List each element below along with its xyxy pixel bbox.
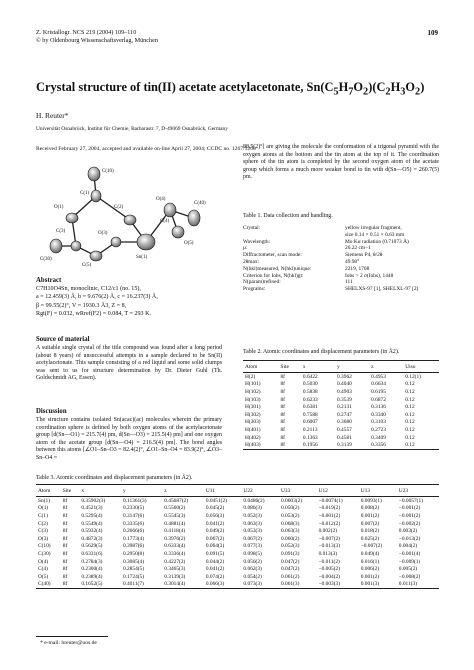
table2-cell: 0.3340 — [371, 411, 386, 418]
table3-row — [36, 520, 439, 528]
table3-cell: 0.003(2) — [398, 528, 418, 535]
table3-cell: 0.002(2) — [318, 528, 337, 535]
table1-value: 26.22 cm−1 — [345, 245, 371, 252]
table3-cell: −0.002(2) — [398, 520, 421, 527]
table3-header: Atom — [36, 485, 61, 497]
table3-cell: −0.009(1) — [398, 558, 421, 565]
table3-cell: 0.045(2) — [205, 505, 225, 512]
table3-cell: 0.053(2) — [281, 512, 300, 519]
table3-cell: −0.012(2) — [318, 520, 341, 527]
table3-cell: 0.060(2) — [281, 535, 300, 542]
table2-cell: 0.6007 — [302, 419, 318, 426]
table3-cell: −0.008(2) — [398, 573, 421, 580]
table3-cell: 0.3139(3) — [164, 573, 186, 580]
table3-cell: 0.073(3) — [241, 581, 279, 589]
atom-label: C(5) — [82, 263, 92, 268]
table3-cell: −0.011(2) — [318, 558, 340, 565]
discussion-continuation: 88.5(2)°] are giving the molecule the conformation of a trigonal pyramid with the oxygen atoms at the bottom and the tin atom at the top of it. The coordination sphere of the tin atom is completed by the second oxygen atom of the acetate group which forms a much more weaker bond to tin with d(Sn—O5) = 260.7(5) pm. — [243, 144, 439, 181]
table3-cell: 0.052(3) — [281, 543, 300, 550]
table3-cell: 0.052(3) — [243, 512, 262, 519]
atom-label: Sn(1) — [136, 255, 148, 260]
table3-cell: 8f — [62, 535, 68, 542]
table3-cell: C(40) — [36, 581, 61, 589]
table3-header: U11 — [204, 485, 242, 497]
table2-row — [243, 403, 439, 411]
atom-label: C(30) — [40, 257, 52, 262]
table1-label: 2θmax: — [243, 259, 260, 265]
table2-cell: H(101) — [245, 381, 261, 388]
table2-cell: 0.12 — [405, 426, 415, 433]
table3-cell: 0.2666(6) — [122, 528, 145, 535]
table3-cell: 0.061(3) — [279, 581, 317, 589]
table3-cell: 0.053(3) — [243, 528, 262, 535]
table2-row — [243, 426, 439, 434]
ortep-drawing — [36, 160, 216, 272]
table3-cell: 0.056(2) — [243, 558, 262, 565]
table2-cell: 0.6195 — [371, 388, 386, 395]
table3-row — [36, 565, 439, 573]
table3-cell: 0.067(2) — [205, 535, 225, 542]
table3-cell: −0.007(2) — [318, 535, 341, 542]
article-title — [36, 80, 446, 99]
table1-label: Criterion for Iobs, N(hkl)gt: — [243, 272, 304, 279]
table2-cell: 0.3139 — [335, 441, 369, 449]
table3-cell: 0.5560(2) — [164, 505, 186, 512]
table3-cell: 8f — [62, 505, 68, 512]
table1-label: Diffractometer, scan mode: — [243, 252, 302, 259]
table2-cell: 8f — [280, 373, 285, 380]
table2-row — [243, 434, 439, 442]
source-text: A suitable single crystal of the title compound was found after a long period (about 8 years) of unsuccessful attempts in a sample declared to be Sn(II) acetylacetonate. This sample consisting of a red liquid and some solid clumps was sent to us for structure determination by Dr. Dieter Guhl (Th. Goldschmidt AG, Essen). — [36, 345, 222, 382]
table2-cell: H(401) — [245, 426, 261, 433]
table1-value: Siemens P4, θ/2θ — [345, 252, 383, 259]
table3-cell: 0.047(2) — [281, 566, 300, 573]
table3-cell: 0.050(2) — [281, 505, 300, 512]
atom-label: O(3) — [98, 231, 108, 236]
table2-cell: 0.4581 — [337, 434, 352, 441]
table3-cell: 0.4872(3) — [81, 535, 103, 542]
table2-cell: 0.4557 — [337, 426, 352, 433]
table1-label: Programs: — [243, 286, 266, 293]
table2-cell: 0.1956 — [301, 441, 335, 449]
table2-cell: H(301) — [245, 404, 261, 411]
table2-cell: 0.12 — [405, 388, 415, 395]
copyright-line: © by Oldenbourg Wissenschaftsverlag, München — [36, 37, 158, 45]
table3-cell: 0.35902(3) — [81, 497, 106, 504]
table1-label: Crystal: — [243, 225, 261, 231]
table3-cell: −0.003(3) — [317, 581, 359, 589]
table2-cell: 0.1363 — [302, 434, 318, 441]
table3-cell: −0.005(2) — [318, 566, 341, 573]
table2-row — [243, 373, 439, 381]
footnote-rule — [36, 636, 108, 637]
table3-cell: 0.5932(4) — [81, 528, 103, 535]
table3-cell: 0.063(3) — [281, 528, 300, 535]
page-number: 109 — [427, 29, 438, 37]
table3-cell: 0.061(2) — [281, 573, 300, 580]
table3-cell: 0.001(3) — [359, 581, 397, 589]
table3-cell: 8f — [62, 566, 68, 573]
table2-cell: 0.3356 — [369, 441, 403, 449]
table3-cell: 0.077(3) — [243, 543, 262, 550]
abstract-line: a = 12.459(3) Å, b = 9.676(2) Å, c = 16.237(3) Å, — [36, 294, 158, 301]
table3-header: U33 — [279, 485, 317, 497]
table2-cell: 0.12 — [405, 381, 415, 388]
table3-cell: 8f — [62, 573, 68, 580]
table3-cell: 0.1652(5) — [79, 581, 121, 589]
table1-label: N(param)refined: — [243, 279, 281, 286]
atom-label: C(1) — [80, 191, 90, 196]
table3-cell: O(4) — [38, 558, 49, 565]
table3-cell: 0.2300(4) — [81, 566, 103, 573]
table3-cell: 0.3465(3) — [164, 566, 186, 573]
table3-cell: 0.4227(2) — [164, 558, 186, 565]
table3-cell: 0.006(2) — [360, 566, 380, 573]
table3-cell: 0.054(2) — [243, 573, 262, 580]
table3-cell: 8f — [62, 558, 68, 565]
table3-cell: 0.3335(6) — [122, 520, 145, 527]
table3-cell: 0.049(4) — [360, 550, 380, 557]
table1-value: 2219, 1708 — [345, 265, 370, 272]
table3-cell: 0.041(2) — [205, 520, 225, 527]
table3-row — [36, 527, 439, 535]
table1-value: 111 — [345, 279, 353, 286]
table1-caption: Table 1. Data collection and handling. — [243, 213, 333, 219]
table3-cell: 0.074(2) — [205, 573, 225, 580]
table3-cell: O(5) — [38, 573, 49, 580]
table3-cell: 0.007(2) — [360, 520, 380, 527]
table3-cell: 0.2854(5) — [122, 566, 145, 573]
atom-label: O(5) — [184, 241, 194, 246]
table3-cell: 0.4011(7) — [121, 581, 162, 589]
table2-cell: 0.12 — [403, 441, 439, 449]
table3-cell: 0.45687(2) — [164, 497, 189, 504]
table2-cell: 0.3136 — [371, 404, 386, 411]
table3-row — [36, 497, 439, 505]
table3-cell: −0.001(4) — [398, 550, 421, 557]
table3-cell: 0.008(2) — [360, 505, 380, 512]
table2-row — [243, 411, 439, 419]
table3-cell: 0.047(2) — [281, 558, 300, 565]
table3-cell: 0.0603(2) — [281, 497, 303, 504]
table3-cell: 0.067(2) — [243, 535, 262, 542]
table3-cell: C(10) — [38, 543, 51, 550]
table2-cell: 8f — [280, 396, 285, 403]
table3-header: U22 — [241, 485, 279, 497]
table3-cell: 0.011(3) — [397, 581, 439, 589]
table2-cell: 0.12 — [405, 434, 415, 441]
table3-cell: 0.049(2) — [205, 528, 225, 535]
abstract-block — [36, 277, 221, 318]
table3-cell: 0.063(3) — [243, 520, 262, 527]
table2-cell: 0.3103 — [371, 419, 386, 426]
table2-cell: H(402) — [245, 434, 261, 441]
table3-cell: 0.3336(4) — [164, 550, 186, 557]
table3-cell: 0.041(2) — [205, 566, 225, 573]
table3-cell: 0.001(2) — [360, 573, 380, 580]
table2-cell: 0.6381 — [302, 404, 318, 411]
table2-row — [243, 396, 439, 404]
abstract-line: C7H10O4Sn, monoclinic, C12/c1 (no. 15), — [36, 286, 141, 293]
table3-cell: 0.11361(3) — [122, 497, 147, 504]
table3-cell: 8f — [62, 512, 68, 519]
table2-cell: H(102) — [245, 388, 261, 395]
atom-label: C(10) — [102, 169, 114, 174]
table3-cell: C(4) — [38, 566, 48, 573]
table2-cell: 0.6233 — [302, 396, 318, 403]
table3-cell: 0.064(3) — [205, 543, 225, 550]
table1-value: yellow irregular fragment, — [345, 225, 402, 231]
table3-header: y — [121, 485, 162, 497]
table3-cell: 0.2389(4) — [81, 573, 103, 580]
table3-cell: 0.4521(3) — [81, 505, 103, 512]
table2-cell: 0.12 — [405, 396, 415, 403]
table3-cell: 0.004(2) — [398, 543, 418, 550]
table3-cell: 0.1724(5) — [122, 573, 145, 580]
table3-header: U12 — [317, 485, 359, 497]
abstract-heading: Abstract — [36, 277, 62, 284]
table3-cell: 0.018(2) — [360, 528, 380, 535]
table2-cell: H(302) — [245, 411, 261, 418]
table2-cell: 0.12 — [405, 411, 415, 418]
affiliation: Universität Osnabrück, Institut für Chemie, Barbarastr. 7, D-49069 Osnabrück, Germany — [36, 126, 228, 132]
table3-cell: −0.001(2) — [398, 512, 421, 519]
table2-cell: 0.6422 — [302, 373, 318, 380]
abstract-line: Rgt(F) = 0.032, wRref(F2) = 0.084, T = 293 K. — [36, 310, 152, 317]
table1-label: μ: — [243, 245, 248, 252]
table3-cell: 0.6333(4) — [164, 543, 186, 550]
table2-cell: 0.3409 — [371, 434, 386, 441]
table2-header: Site — [278, 361, 300, 373]
running-header — [36, 29, 158, 46]
table2-row — [243, 388, 439, 396]
table2-cell: 8f — [280, 411, 285, 418]
table2-header: y — [335, 361, 369, 373]
table3-cell: 0.025(2) — [360, 535, 380, 542]
table3-cell: 8f — [62, 550, 68, 557]
table3-cell: 0.013(3) — [318, 550, 337, 557]
table3-cell: 0.056(3) — [205, 512, 225, 519]
table3-cell: 0.3014(4) — [162, 581, 204, 589]
table2-cell: 0.2723 — [371, 426, 386, 433]
table2-cell: 0.4903 — [337, 388, 352, 395]
table2-header: Atom — [243, 361, 278, 373]
table3-cell: −0.001(2) — [398, 505, 421, 512]
table3-cell: 0.098(5) — [243, 550, 262, 557]
table3-header: Site — [61, 485, 80, 497]
table2-cell: 0.3680 — [337, 419, 352, 426]
table3-row — [36, 581, 439, 589]
table2-header: z — [369, 361, 403, 373]
table2-cell: 0.2113 — [302, 426, 318, 433]
table3-cell: 0.3976(2) — [164, 535, 186, 542]
table3-cell: −0.013(3) — [318, 543, 341, 550]
table2-cell: 0.12 — [405, 419, 415, 426]
table3-cell: 0.6331(6) — [81, 550, 103, 557]
table3-cell: 0.0093(1) — [360, 497, 382, 504]
table2-cell: H(403) — [243, 441, 278, 449]
table3-cell: 0.3147(6) — [122, 512, 145, 519]
table2-cell: 0.12(1) — [405, 373, 421, 380]
table3-header: U13 — [359, 485, 397, 497]
table1-label: N(hkl)measured, N(hkl)unique: — [243, 265, 312, 272]
table3-cell: 0.068(3) — [281, 520, 300, 527]
table3-row — [36, 505, 439, 513]
table3 — [36, 484, 439, 589]
table3-cell: 0.2950(8) — [122, 550, 145, 557]
table2-cell: 8f — [278, 441, 300, 449]
table3-cell: 0.2784(3) — [81, 558, 103, 565]
table3-cell: Sn(1) — [38, 497, 50, 504]
table2-cell: 0.3539 — [337, 396, 352, 403]
table2-cell: 8f — [280, 426, 285, 433]
table3-cell: 8f — [61, 581, 80, 589]
table3-cell: 0.4881(4) — [164, 520, 186, 527]
table3-cell: 0.3987(6) — [122, 543, 145, 550]
table2-caption: Table 2. Atomic coordinates and displacement parameters (in Å2). — [243, 349, 400, 355]
atom-label: C(4) — [160, 219, 170, 224]
table2-cell: 0.2131 — [337, 404, 352, 411]
table3-cell: 0.5629(5) — [81, 543, 103, 550]
atom-label: C(2) — [114, 205, 124, 210]
table2-cell: 0.6872 — [371, 396, 386, 403]
table2-header: Uiso — [403, 361, 439, 373]
table3-cell: 0.4118(4) — [164, 528, 186, 535]
table2-cell: 8f — [280, 404, 285, 411]
table2-cell: 0.12 — [405, 404, 415, 411]
table1-value: SHELXS-97 [1], SHELXL-97 [2] — [345, 286, 419, 293]
table3-cell: 0.3085(4) — [122, 558, 145, 565]
table3-cell: 0.091(3) — [281, 550, 300, 557]
table2-cell: 8f — [280, 434, 285, 441]
table3-cell: −0.019(2) — [318, 505, 341, 512]
table3-row — [36, 535, 439, 543]
table2-cell: 0.5030 — [302, 381, 318, 388]
atom-label: C(40) — [194, 201, 206, 206]
atom-label: O(4) — [156, 197, 166, 202]
table3-cell: 0.044(2) — [205, 558, 225, 565]
table3-cell: −0.013(2) — [398, 535, 421, 542]
table2-cell: 8f — [280, 388, 285, 395]
table3-cell: O(1) — [38, 505, 49, 512]
table3-row — [36, 550, 439, 558]
table3-cell: 0.062(3) — [243, 566, 262, 573]
table3-header: z — [162, 485, 204, 497]
molecule-figure — [36, 160, 216, 272]
table3-cell: 0.0486(2) — [243, 497, 265, 504]
source-heading: Source of material — [36, 336, 90, 343]
table3-cell: C(30) — [38, 550, 51, 557]
table1-value: 49.98° — [345, 259, 360, 265]
table2-cell: H(2) — [245, 373, 256, 380]
table3-cell: 0.5295(4) — [81, 512, 103, 519]
table3-cell: 0.5545(3) — [164, 512, 186, 519]
table3-cell: −0.004(2) — [318, 573, 341, 580]
journal-citation: Z. Kristallogr. NCS 219 (2004) 109–110 — [36, 29, 137, 36]
atom-label: C(3) — [56, 229, 66, 234]
table3-cell: 0.0451(2) — [205, 497, 227, 504]
table2-cell: 8f — [280, 381, 285, 388]
table2-cell: H(103) — [245, 396, 261, 403]
table2-cell: 0.7588 — [302, 411, 318, 418]
table3-header: x — [79, 485, 121, 497]
abstract-line: β = 99.55(2)°, V = 1930.3 Å3, Z = 8, — [36, 302, 127, 309]
table3-cell: C(2) — [38, 520, 48, 527]
title-text: Crystal structure of tin(II) acetate acetylacetonate, $Sn(C_5H_7O_2)(C_2H_3O_2)$ — [36, 80, 425, 98]
received-line: Received February 27, 2004, accepted and available on-line April 27, 2004; CCDC no. 1267/1266 — [36, 146, 256, 152]
table3-cell: 8f — [62, 543, 68, 550]
table2-cell: 0.3962 — [337, 373, 352, 380]
table3-row — [36, 543, 439, 551]
table3-header: U23 — [397, 485, 439, 497]
table3-cell: 0.066(3) — [204, 581, 242, 589]
table3-cell: 0.005(2) — [398, 566, 418, 573]
table2-cell: 0.6634 — [371, 381, 386, 388]
table3-cell: 0.001(2) — [360, 512, 380, 519]
table2-cell: 0.2747 — [337, 411, 352, 418]
table3-cell: 8f — [62, 520, 68, 527]
discussion-text: The structure contains isolated Sn(acac)(ac) molecules wherein the primary coordination sphere is defined by both oxygen atoms of the acetylacetonate group [d(Sn—O1) = 215.7(4) pm, d(Sn—O3) = 215.5(4) pm] and one oxygen atom of the acetate group [d(Sn—O4) = 216.5(4) pm]. The bond angles between this atoms [∠O1–Sn–O3 = 82.4(2)°, ∠O1–Sn–O4 = 83.9(2)°, ∠O3–Sn–O4 = — [36, 417, 222, 461]
table3-cell: −0.0074(1) — [318, 497, 343, 504]
table3-cell: 0.1773(4) — [122, 535, 145, 542]
table2 — [243, 360, 439, 450]
atom-label: O(1) — [54, 205, 64, 210]
table2-cell: 0.4953 — [371, 373, 386, 380]
table2-cell: 8f — [280, 419, 285, 426]
table3-cell: −0.0057(1) — [398, 497, 423, 504]
footnote: * e-mail: hreuter@uos.de — [40, 640, 97, 646]
table2-row — [243, 441, 439, 449]
table3-row — [36, 512, 439, 520]
table2-cell: 0.5838 — [302, 388, 318, 395]
author: H. Reuter* — [36, 111, 69, 120]
table3-cell: C(1) — [38, 512, 48, 519]
table3-row — [36, 573, 439, 581]
table3-cell: 8f — [62, 497, 68, 504]
table1-value: Iobs > 2 σ(Iobs), 1448 — [345, 272, 394, 279]
table3-cell: 0.5549(4) — [81, 520, 103, 527]
table3-cell: 0.2330(5) — [122, 505, 145, 512]
table2-cell: 0.4040 — [337, 381, 352, 388]
table1-value: Mo Kα radiation (0.71073 Å) — [345, 238, 409, 245]
table3-cell: 0.091(5) — [205, 550, 225, 557]
table3-caption: Table 3. Atomic coordinates and displacement parameters (in Å2). — [36, 475, 193, 481]
table3-cell: 8f — [62, 528, 68, 535]
table3-cell: −0.001(2) — [318, 512, 341, 519]
table3-cell: C(3) — [38, 528, 48, 535]
table3-cell: O(3) — [38, 535, 49, 542]
table1-label: Wavelength: — [243, 238, 271, 245]
discussion-heading: Discussion — [36, 408, 67, 415]
table3-row — [36, 558, 439, 566]
table2-row — [243, 381, 439, 389]
table1-value: size 0.14 × 0.51 × 0.63 mm — [345, 231, 405, 238]
table2-header: x — [301, 361, 335, 373]
table3-cell: 0.016(1) — [360, 558, 380, 565]
table2-cell: H(303) — [245, 419, 261, 426]
table2-row — [243, 419, 439, 427]
table3-cell: 0.086(3) — [243, 505, 262, 512]
table3-cell: −0.007(2) — [360, 543, 383, 550]
